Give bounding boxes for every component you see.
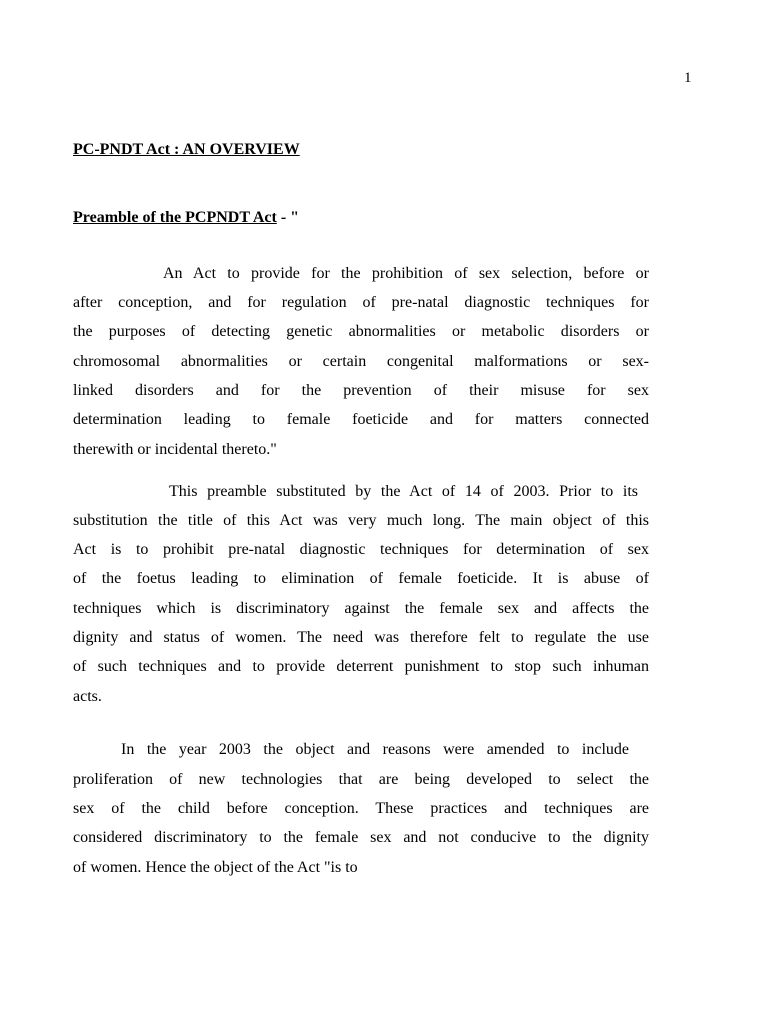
text-line: proliferation of new technologies that are being developed to select the <box>73 771 649 788</box>
text-line: substitution the title of this Act was very much long. The main object of this <box>73 512 649 529</box>
text-line: considered discriminatory to the female sex and not conducive to the dignity <box>73 829 649 846</box>
preamble-heading <box>73 209 299 227</box>
text-line: sex of the child before conception. These practices and techniques are <box>73 800 649 817</box>
text-line: dignity and status of women. The need was therefore felt to regulate the use <box>73 629 649 646</box>
text-line: therewith or incidental thereto." <box>73 441 277 458</box>
text-line: techniques which is discriminatory against the female sex and affects the <box>73 600 649 617</box>
text-line: acts. <box>73 688 102 705</box>
text-line: This preamble substituted by the Act of 14 of 2003. Prior to its <box>169 483 638 500</box>
preamble-heading-title: Preamble of the PCPNDT Act <box>73 209 277 226</box>
text-line: of such techniques and to provide deterrent punishment to stop such inhuman <box>73 658 649 675</box>
text-line: of women. Hence the object of the Act "is to <box>73 859 358 876</box>
text-line: linked disorders and for the prevention of their misuse for sex <box>73 382 649 399</box>
text-line: An Act to provide for the prohibition of sex selection, before or <box>163 265 649 282</box>
text-line: the purposes of detecting genetic abnormalities or metabolic disorders or <box>73 323 649 340</box>
text-line: after conception, and for regulation of pre-natal diagnostic techniques for <box>73 294 649 311</box>
preamble-heading-suffix: - " <box>276 209 300 226</box>
text-line: Act is to prohibit pre-natal diagnostic techniques for determination of sex <box>73 541 649 558</box>
text-line: chromosomal abnormalities or certain congenital malformations or sex- <box>73 353 649 370</box>
text-line: of the foetus leading to elimination of female foeticide. It is abuse of <box>73 570 649 587</box>
document-title: PC-PNDT Act : AN OVERVIEW <box>73 141 300 158</box>
page-number: 1 <box>684 70 692 86</box>
text-line: In the year 2003 the object and reasons were amended to include <box>121 741 629 758</box>
text-line: determination leading to female foeticide and for matters connected <box>73 411 649 428</box>
